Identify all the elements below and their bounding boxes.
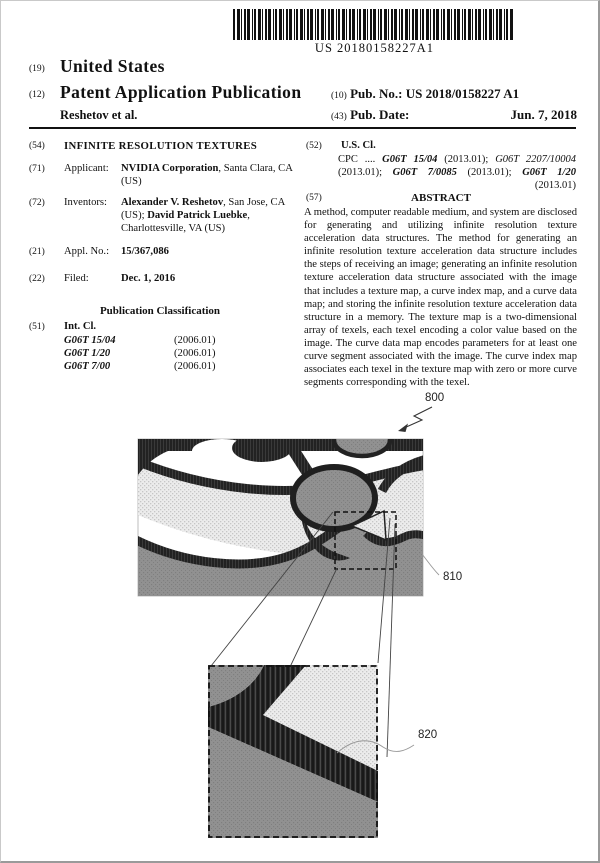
magnified-view bbox=[208, 665, 378, 838]
barcode-number: US 20180158227A1 bbox=[314, 41, 435, 55]
kind-code-12-marker: (12) bbox=[29, 90, 45, 100]
appl-no-marker: (21) bbox=[29, 247, 45, 257]
document-type-title: Patent Application Publication bbox=[60, 82, 302, 102]
inventors-value: Alexander V. Reshetov, San Jose, CA (US); David Patrick Luebke, Charlottesville, VA (US) bbox=[121, 197, 285, 234]
figure-800-arrow bbox=[398, 407, 432, 432]
cpc-classification: CPC .... G06T 15/04 (2013.01); G06T 2207/10004 (2013.01); G06T 7/0085 (2013.01); G06T 1/20 (2013.01) bbox=[338, 154, 576, 191]
barcode-bars-group bbox=[233, 9, 513, 40]
publication-classification-heading: Publication Classification bbox=[99, 305, 221, 317]
kind-code-19-marker: (19) bbox=[29, 64, 45, 74]
int-cl-label: Int. Cl. bbox=[64, 321, 97, 332]
pub-date-row bbox=[331, 107, 577, 123]
pub-no-label: Pub. No.: bbox=[350, 86, 403, 101]
applicant-value: NVIDIA Corporation, Santa Clara, CA (US) bbox=[121, 163, 293, 187]
figure-label-820: 820 bbox=[418, 729, 438, 741]
pub-date-marker: (43) bbox=[331, 112, 347, 122]
pub-no-row bbox=[331, 86, 577, 102]
title-marker: (54) bbox=[29, 141, 45, 151]
patent-figure bbox=[1, 391, 600, 863]
applicant-marker: (71) bbox=[29, 164, 45, 174]
us-cl-label: U.S. Cl. bbox=[341, 140, 376, 151]
inventors-label: Inventors: bbox=[64, 197, 107, 208]
filed-label: Filed: bbox=[64, 273, 89, 284]
int-cl-entry: G06T 7/00 (2006.01) bbox=[64, 361, 216, 373]
pub-date-value: Jun. 7, 2018 bbox=[510, 107, 577, 122]
pub-date-label: Pub. Date: bbox=[350, 107, 410, 122]
source-image bbox=[134, 424, 428, 596]
abstract-heading: ABSTRACT bbox=[411, 192, 471, 204]
pub-no-marker: (10) bbox=[331, 91, 347, 101]
filed-value: Dec. 1, 2016 bbox=[121, 273, 176, 284]
applicant-label: Applicant: bbox=[64, 163, 109, 174]
pub-no-value: US 2018/0158227 A1 bbox=[405, 86, 520, 101]
country-name: United States bbox=[60, 56, 165, 76]
int-cl-list bbox=[64, 334, 216, 374]
figure-label-810: 810 bbox=[443, 571, 463, 583]
int-cl-entry: G06T 15/04 (2006.01) bbox=[64, 335, 216, 346]
label-810-leader-line bbox=[422, 554, 439, 575]
abstract-text: A method, computer readable medium, and system are disclosed for generating and utilizing infinite resolution texture acceleration data structures. The method for generating an infinite resolution texture acceleration data structure includes the steps of receiving an image; generating an infinite resolution texture acceleration data structure associated with the image that includes a texture map, a curve index map, and a curve data map; and storing the infinite resolution texture acceleration data structure in a memory. The texture map is a two-dimensional array of texels, each texel encoding a color value based on the image. The curve data map encodes parameters for at least one curve segment associated with the image. The curve index map associates each texel in the texture map with zero or more curve segments corresponding with the texel. bbox=[304, 207, 578, 389]
figure-label-800: 800 bbox=[425, 392, 445, 404]
inventors-marker: (72) bbox=[29, 198, 45, 208]
invention-title: INFINITE RESOLUTION TEXTURES bbox=[64, 140, 258, 152]
int-cl-marker: (51) bbox=[29, 322, 45, 332]
filed-marker: (22) bbox=[29, 274, 45, 284]
barcode bbox=[233, 9, 516, 40]
appl-no-value: 15/367,086 bbox=[121, 246, 169, 257]
us-cl-marker: (52) bbox=[306, 141, 322, 151]
abstract-marker: (57) bbox=[306, 193, 322, 203]
header-divider bbox=[29, 127, 576, 129]
author-line: Reshetov et al. bbox=[60, 108, 138, 122]
appl-no-label: Appl. No.: bbox=[64, 246, 110, 257]
int-cl-entry: G06T 1/20 (2006.01) bbox=[64, 348, 216, 360]
